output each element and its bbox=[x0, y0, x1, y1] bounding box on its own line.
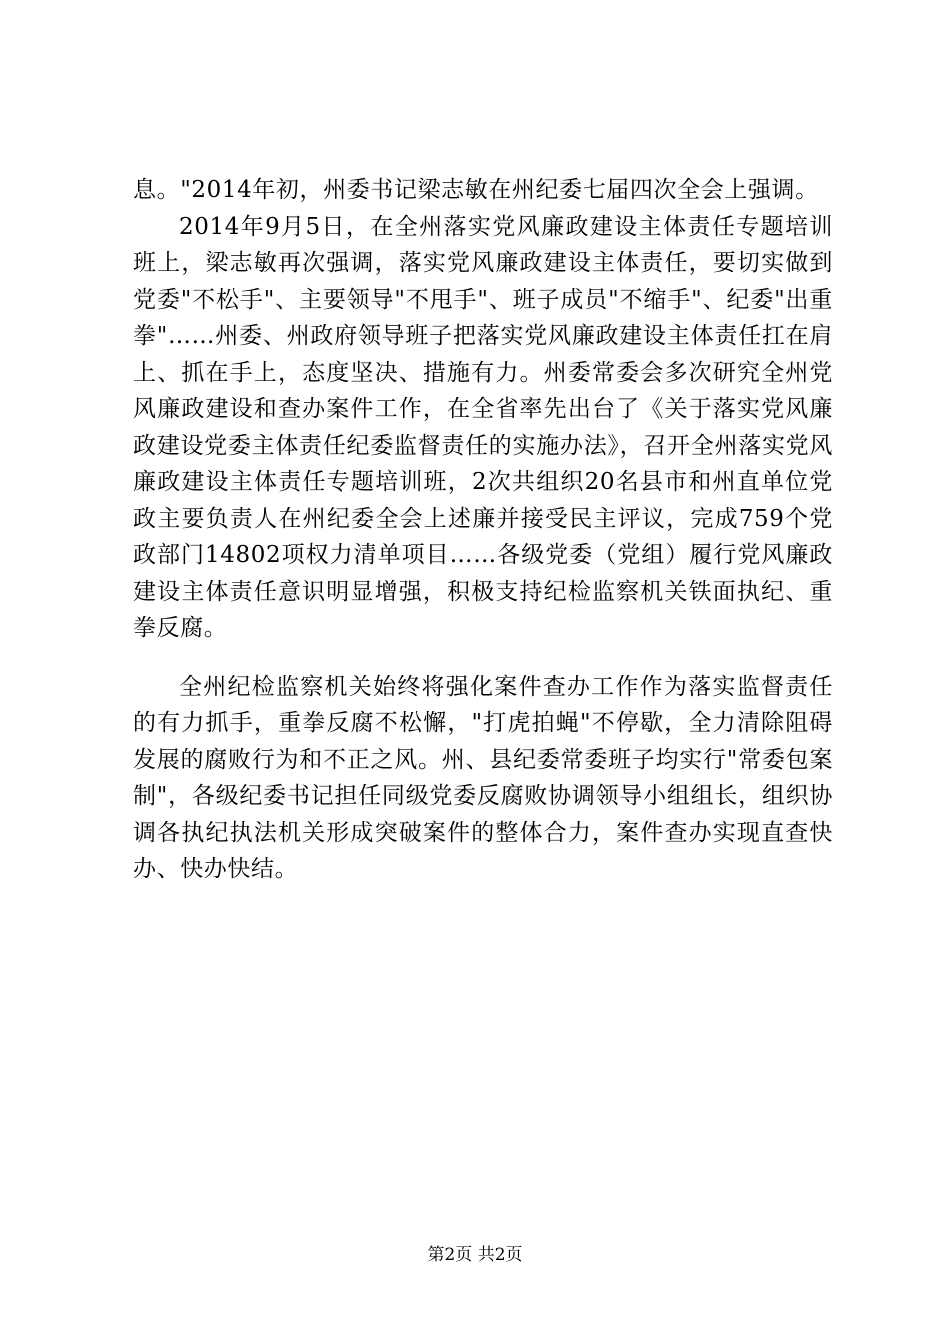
page-number-footer: 第2页 共2页 bbox=[427, 1245, 523, 1265]
paragraph-training-session: 2014年9月5日，在全州落实党风廉政建设主体责任专题培训班上，梁志敏再次强调，落实党风廉政建设主体责任，要切实做到党委"不松手"、主要领导"不甩手"、班子成员"不缩手"、纪委"出重拳"……州委、州政府领导班子把落实党风廉政建设主体责任扛在肩上、抓在手上，态度坚决、措施有力。州委常委会多次研究全州党风廉政建设和查办案件工作，在全省率先出台了《关于落实党风廉政建设党委主体责任纪委监督责任的实施办法》，召开全州落实党风廉政建设主体责任专题培训班，2次共组织20名县市和州直单位党政主要负责人在州纪委全会上述廉并接受民主评议，完成759个党政部门14802项权力清单项目……各级党委（党组）履行党风廉政建设主体责任意识明显增强，积极支持纪检监察机关铁面执纪、重拳反腐。 bbox=[133, 213, 833, 641]
paragraph-continuation: 息。"2014年初，州委书记梁志敏在州纪委七届四次全会上强调。 bbox=[133, 177, 819, 203]
paragraph-case-handling: 全州纪检监察机关始终将强化案件查办工作作为落实监督责任的有力抓手，重拳反腐不松懈，"打虎拍蝇"不停歇，全力清除阻碍发展的腐败行为和不正之风。州、县纪委常委班子均实行"常委包案制"，各级纪委书记担任同级党委反腐败协调领导小组组长，组织协调各执纪执法机关形成突破案件的整体合力，案件查办实现直查快办、快办快结。 bbox=[133, 673, 833, 882]
document-body bbox=[133, 172, 833, 888]
